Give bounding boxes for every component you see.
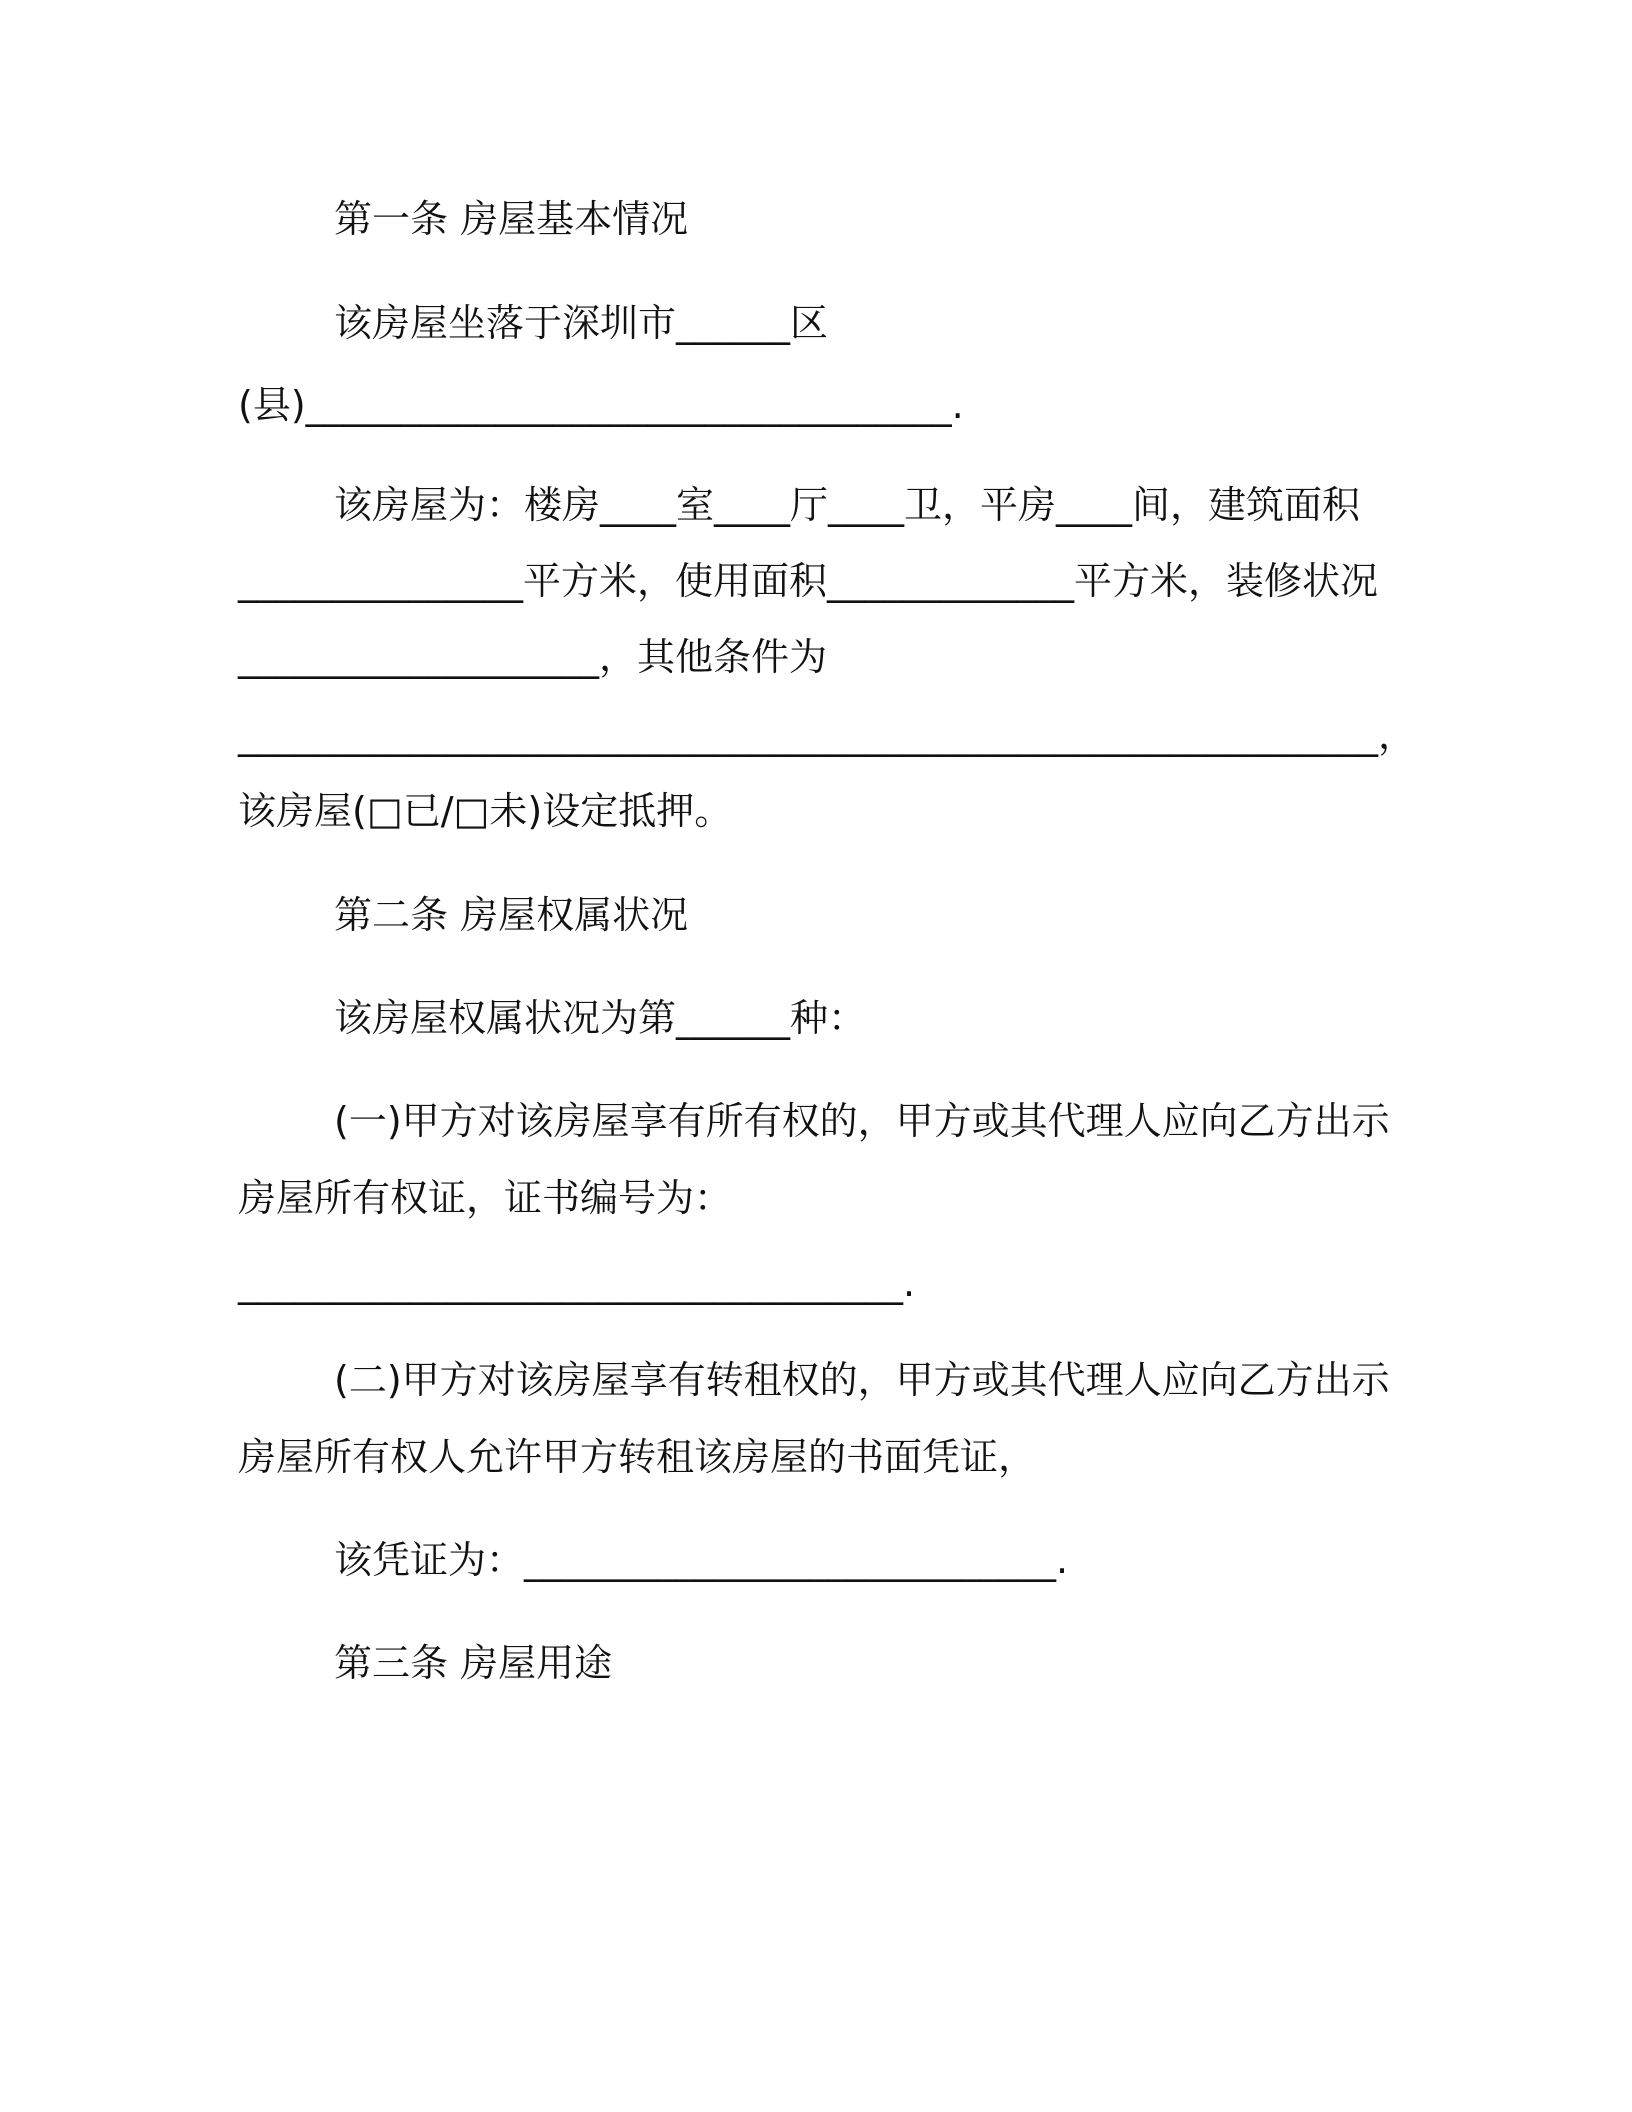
- certificate-blank-line: ___________________________________.: [238, 1261, 916, 1305]
- clause-2-line: (二)甲方对该房屋享有转租权的，甲方或其代理人应向乙方出示: [334, 1358, 1390, 1402]
- article-2-heading: 第二条 房屋权属状况: [334, 893, 689, 937]
- county-line: (县)__________________________________.: [238, 383, 964, 427]
- article-1-heading: 第一条 房屋基本情况: [334, 197, 689, 241]
- proof-blank-line: 该凭证为：____________________________.: [334, 1538, 1069, 1582]
- other-conditions-blank-line: ____________________________________________________________，: [238, 713, 1417, 757]
- certificate-number-line: 房屋所有权证，证书编号为：: [238, 1176, 733, 1220]
- sublease-proof-line: 房屋所有权人允许甲方转租该房屋的书面凭证，: [238, 1435, 1037, 1479]
- article-3-heading: 第三条 房屋用途: [334, 1641, 613, 1685]
- decoration-line: ___________________，其他条件为: [238, 635, 828, 679]
- clause-1-line: (一)甲方对该房屋享有所有权的，甲方或其代理人应向乙方出示: [334, 1099, 1390, 1143]
- ownership-type-line: 该房屋权属状况为第______种：: [334, 996, 867, 1040]
- house-type-line: 该房屋为：楼房____室____厅____卫，平房____间，建筑面积: [334, 483, 1361, 527]
- area-line: _______________平方米，使用面积_____________平方米，装修状况: [238, 559, 1379, 603]
- location-line: 该房屋坐落于深圳市______区: [334, 301, 829, 345]
- mortgage-line: 该房屋(□已/□未)设定抵押。: [238, 789, 733, 833]
